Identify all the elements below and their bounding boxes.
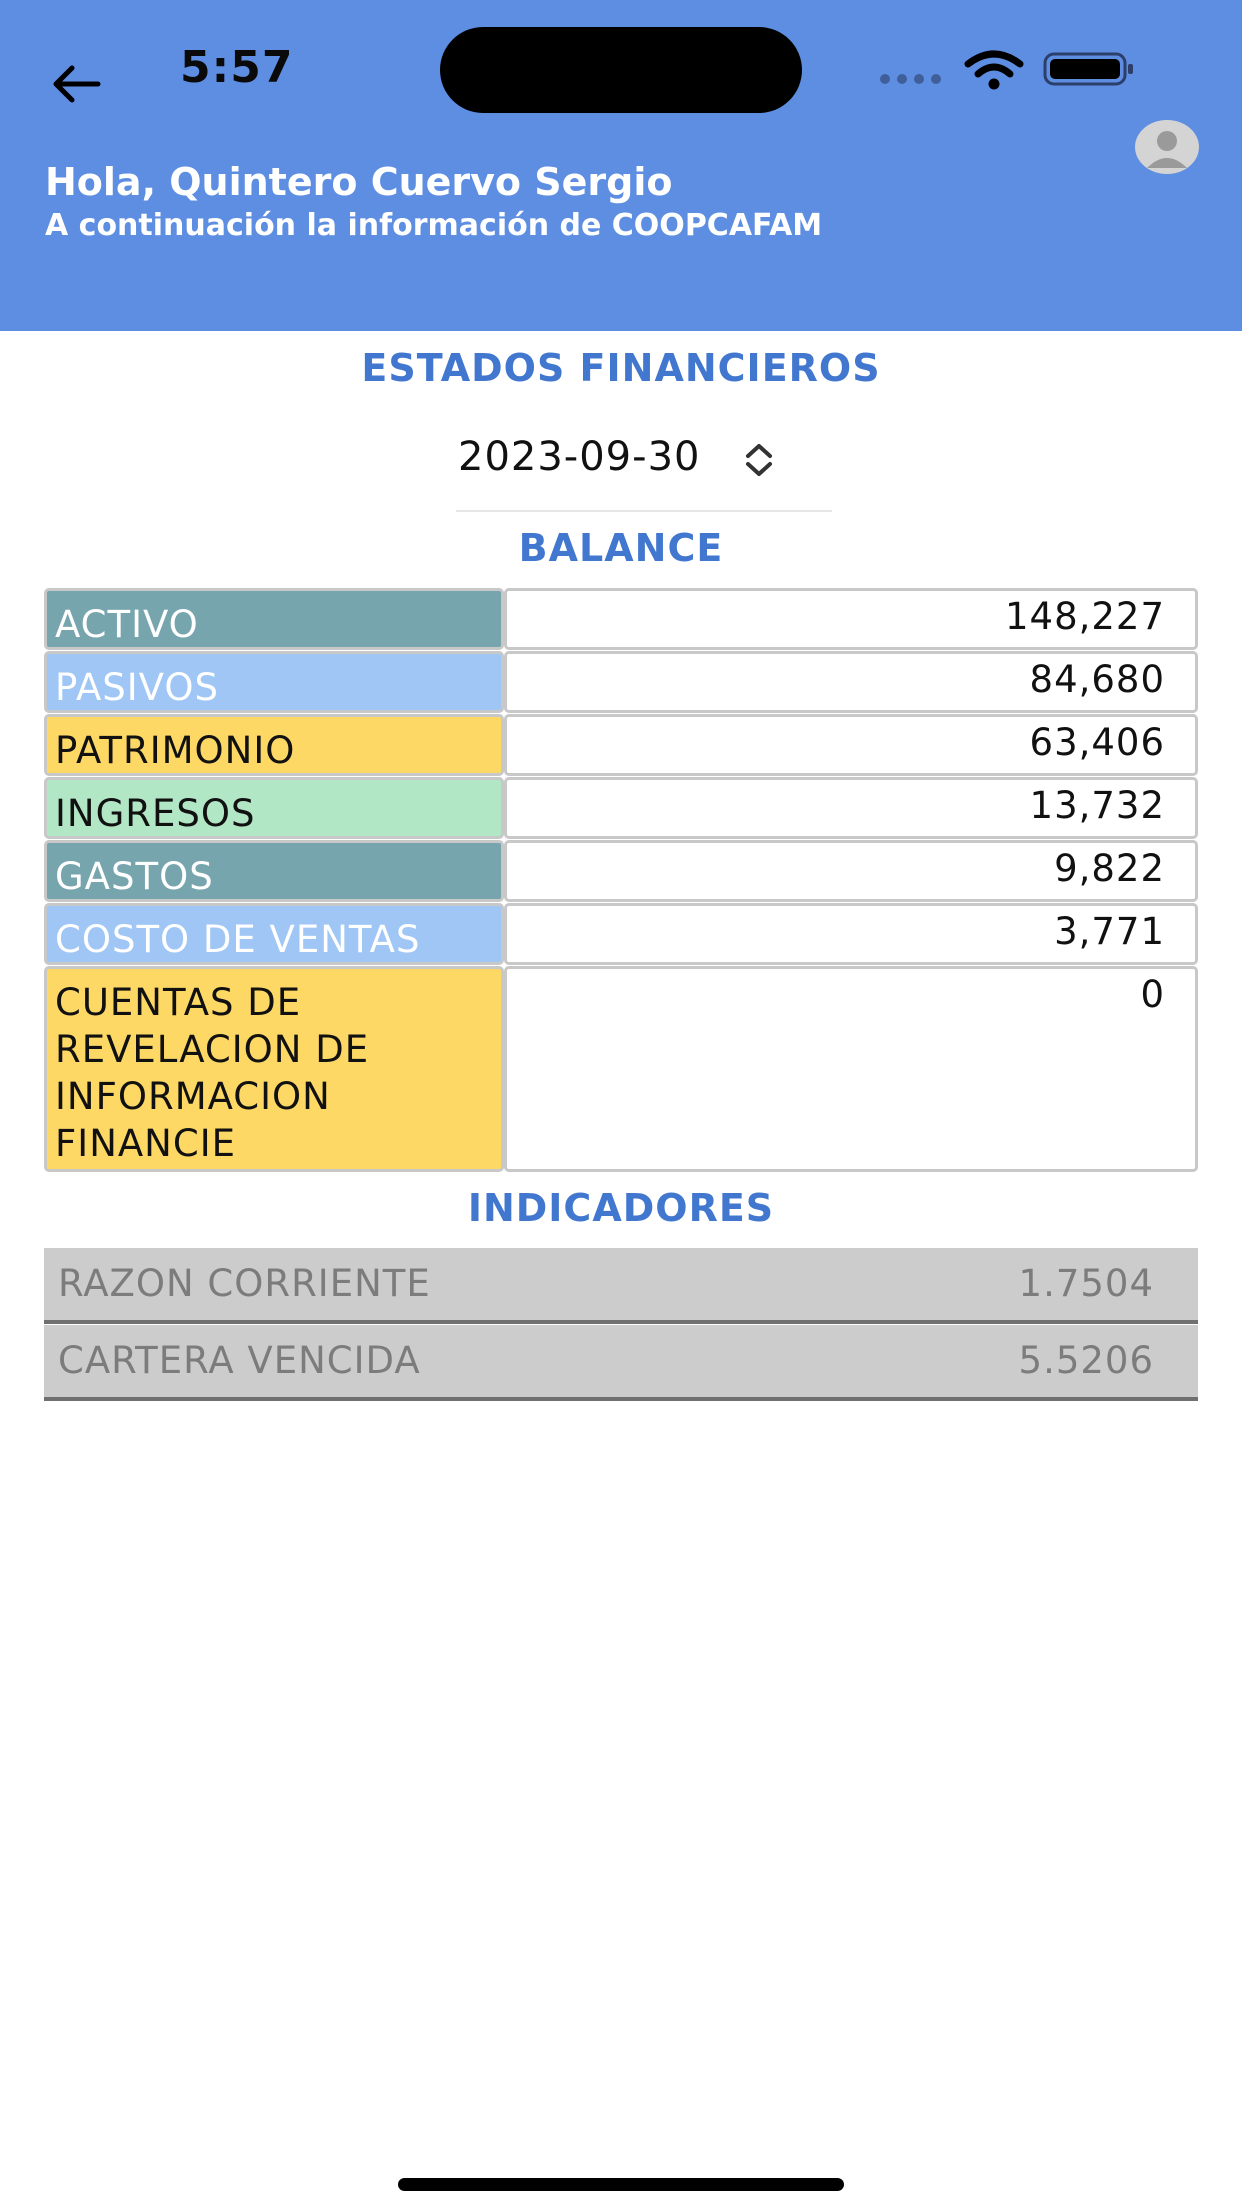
indicator-row-razon-corriente: [44, 1248, 1198, 1324]
cellular-signal-icon: [880, 74, 946, 84]
status-time: 5:57: [180, 42, 294, 93]
header-subtitle: A continuación la información de COOPCAFAM: [45, 208, 823, 243]
balance-row-costo-de-ventas: [44, 903, 1198, 965]
balance-row-patrimonio: [44, 714, 1198, 776]
indicadores-title: INDICADORES: [467, 1186, 775, 1230]
balance-label: COSTO DE VENTAS: [44, 903, 504, 965]
balance-row-cuentas-revelacion: [44, 966, 1198, 1172]
wifi-icon: [964, 50, 1024, 90]
page-title: ESTADOS FINANCIEROS: [361, 346, 881, 390]
balance-row-gastos: [44, 840, 1198, 902]
chevron-up-down-icon: [742, 442, 776, 478]
battery-icon: [1043, 52, 1135, 86]
balance-value: 9,822: [504, 840, 1198, 902]
date-picker-value: 2023-09-30: [458, 434, 701, 480]
greeting-text: Hola, Quintero Cuervo Sergio: [45, 160, 673, 204]
balance-label: GASTOS: [44, 840, 504, 902]
indicator-row-cartera-vencida: [44, 1325, 1198, 1401]
balance-row-activo: [44, 588, 1198, 650]
balance-value: 148,227: [504, 588, 1198, 650]
balance-label: PATRIMONIO: [44, 714, 504, 776]
indicator-value: 5.5206: [1018, 1339, 1154, 1382]
balance-value: 3,771: [504, 903, 1198, 965]
back-arrow-icon[interactable]: [48, 60, 104, 108]
balance-value: 13,732: [504, 777, 1198, 839]
date-picker[interactable]: [456, 428, 832, 512]
user-avatar-icon[interactable]: [1135, 120, 1199, 174]
balance-label: PASIVOS: [44, 651, 504, 713]
indicator-label: CARTERA VENCIDA: [58, 1339, 421, 1382]
indicator-value: 1.7504: [1018, 1262, 1154, 1305]
app-header: [0, 0, 1242, 331]
balance-row-pasivos: [44, 651, 1198, 713]
balance-value: 63,406: [504, 714, 1198, 776]
balance-value: 0: [504, 966, 1198, 1172]
home-indicator[interactable]: [398, 2178, 844, 2191]
balance-title: BALANCE: [518, 526, 724, 570]
dynamic-island: [440, 27, 802, 113]
balance-label: ACTIVO: [44, 588, 504, 650]
balance-value: 84,680: [504, 651, 1198, 713]
balance-label: CUENTAS DE REVELACION DE INFORMACION FINANCIE: [44, 966, 504, 1172]
indicator-label: RAZON CORRIENTE: [58, 1262, 431, 1305]
balance-label: INGRESOS: [44, 777, 504, 839]
balance-row-ingresos: [44, 777, 1198, 839]
